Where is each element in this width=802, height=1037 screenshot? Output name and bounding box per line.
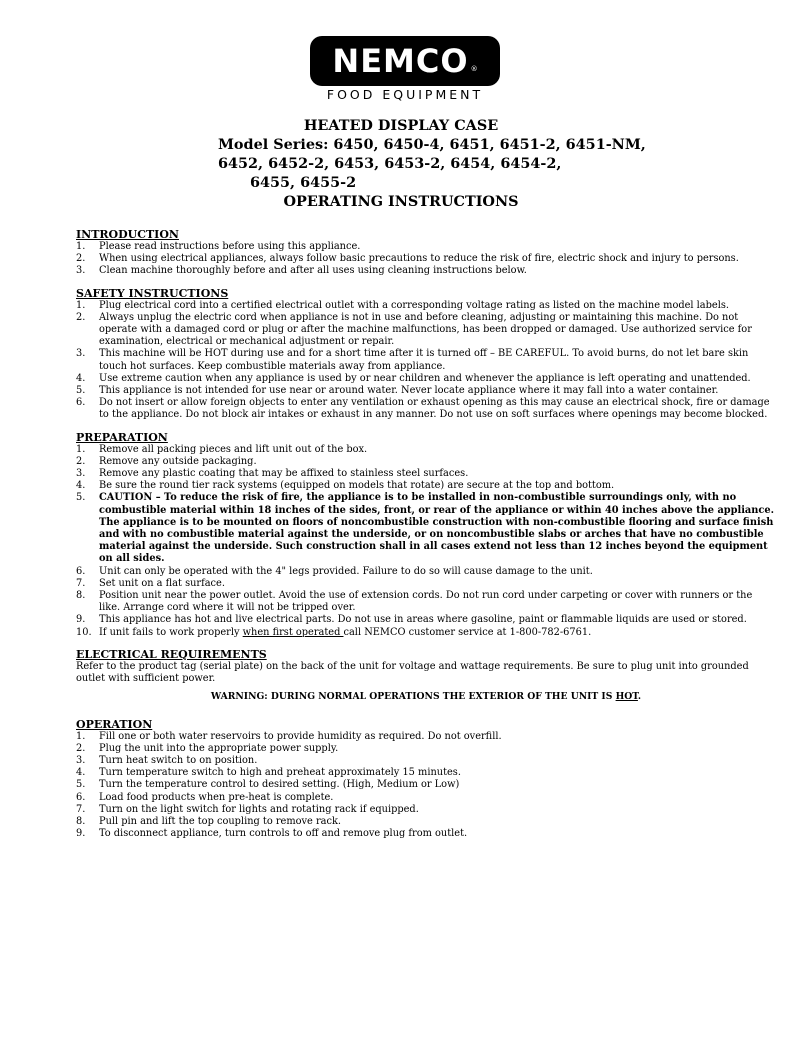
list-item: 8. Position unit near the power outlet. Avoid the use of extension cords. Do not run cord under carpeting or cover with runners or the like. Arrange cord where it will not be tripped over.	[76, 590, 753, 614]
list-item: 2. When using electrical appliances, always follow basic precautions to reduce the risk of fire, electric shock and injury to persons.	[76, 253, 739, 265]
preparation-heading: PREPARATION	[76, 430, 168, 444]
list-item: 8. Pull pin and lift the top coupling to remove rack.	[76, 815, 342, 827]
safety-heading: SAFETY INSTRUCTIONS	[76, 286, 229, 300]
preparation-section	[76, 431, 776, 639]
preparation-list	[76, 444, 776, 639]
list-item: 7. Set unit on a flat surface.	[76, 577, 225, 589]
operation-heading: OPERATION	[76, 717, 153, 731]
operation-section	[76, 718, 776, 841]
electrical-text: Refer to the product tag (serial plate) on the back of the unit for voltage and wattage requirements. Be sure to plug unit into grounded outlet with sufficient power.	[76, 660, 749, 685]
underlined-phrase: when first operated	[242, 626, 344, 638]
nemco-logo	[310, 36, 500, 102]
list-item: 10. If unit fails to work properly when first operated call NEMCO customer service at 1-800-782-6761.	[76, 626, 592, 638]
list-item: 6. Load food products when pre-heat is complete.	[76, 791, 334, 803]
title-line-1: HEATED DISPLAY CASE	[303, 117, 499, 134]
list-item: 4. Be sure the round tier rack systems (equipped on models that rotate) are secure at the top and bottom.	[76, 480, 615, 492]
list-item: 2. Always unplug the electric cord when appliance is not in use and before cleaning, adjusting or maintaining this machine. Do not operate with a damaged cord or plug or after the machine malfunctions, has been dropped or damaged. Use authorized service for examination, electrical or mechanical adjustment or repair.	[76, 311, 752, 348]
logo-registered-mark: ®	[470, 65, 478, 73]
list-item: 5. This appliance is not intended for use near or around water. Never locate appliance where it may fall into a water container.	[76, 385, 719, 397]
title-line-5: OPERATING INSTRUCTIONS	[283, 193, 519, 210]
list-item: 5. Turn the temperature control to desired setting. (High, Medium or Low)	[76, 779, 460, 791]
list-item: 9. This appliance has hot and live electrical parts. Do not use in areas where gasoline, paint or flammable liquids are used or stored.	[76, 614, 747, 626]
list-item: 1. Remove all packing pieces and lift unit out of the box.	[76, 443, 368, 455]
list-item: 7. Turn on the light switch for lights and rotating rack if equipped.	[76, 803, 419, 815]
list-item: 4. Use extreme caution when any appliance is used by or near children and whenever the appliance is left operating and unattended.	[76, 372, 751, 384]
title-line-4: 6455, 6455-2	[250, 174, 357, 191]
list-item: 2. Plug the unit into the appropriate power supply.	[76, 742, 339, 754]
introduction-section	[76, 228, 776, 278]
document-title	[0, 116, 802, 211]
list-item: 6. Unit can only be operated with the 4" legs provided. Failure to do so will cause damage to the unit.	[76, 565, 593, 577]
introduction-heading: INTRODUCTION	[76, 228, 179, 241]
title-line-3: 6452, 6452-2, 6453, 6453-2, 6454, 6454-2,	[218, 155, 562, 172]
safety-list	[76, 300, 776, 422]
electrical-heading: ELECTRICAL REQUIREMENTS	[76, 647, 267, 661]
list-item: 3. Turn heat switch to on position.	[76, 754, 258, 766]
logo-badge	[310, 36, 500, 86]
document-body	[76, 228, 776, 849]
list-item: 1. Plug electrical cord into a certified electrical outlet with a corresponding voltage rating as listed on the machine model labels.	[76, 299, 729, 311]
list-item: 9. To disconnect appliance, turn controls to off and remove plug from outlet.	[76, 828, 468, 840]
list-item: 6. Do not insert or allow foreign objects to enter any ventilation or exhaust opening as this may cause an electrical shock, fire or damage to the appliance. Do not block air intakes or exhaust in any manner. Do not use on soft surfaces where openings may become blocked.	[76, 397, 770, 421]
introduction-list	[76, 241, 776, 278]
list-item: 3. This machine will be HOT during use and for a short time after it is turned off – BE CAREFUL. To avoid burns, do not let bare skin touch hot surfaces. Keep combustible materials away from appliance.	[76, 348, 749, 372]
list-item: 3. Clean machine thoroughly before and after all uses using cleaning instructions below.	[76, 265, 527, 277]
operation-list	[76, 731, 776, 841]
safety-section	[76, 287, 776, 422]
list-item: 2. Remove any outside packaging.	[76, 455, 257, 467]
list-item: 4. Turn temperature switch to high and preheat approximately 15 minutes.	[76, 767, 461, 779]
logo-subtitle: FOOD EQUIPMENT	[326, 87, 484, 102]
caution-item: 5. CAUTION – To reduce the risk of fire, the appliance is to be installed in non-combustible surroundings only, with no combustible material within 18 inches of the sides, front, or rear of the appliance or within 40 inches above the appliance. The appliance is to be mounted on floors of noncombustible construction with non-combustible flooring and surface finish and with no combustible material against the underside, or on noncombustible slabs or arches that have no combustible material against the underside. Such construction shall in all cases extend not less than 12 inches beyond the equipment on all sides.	[76, 492, 775, 565]
hot-warning: WARNING: DURING NORMAL OPERATIONS THE EXTERIOR OF THE UNIT IS HOT.	[210, 691, 642, 703]
electrical-section	[76, 648, 776, 685]
list-item: 3. Remove any plastic coating that may be affixed to stainless steel surfaces.	[76, 468, 469, 480]
logo-brand: NEMCO	[332, 42, 469, 80]
list-item: 1. Please read instructions before using this appliance.	[76, 241, 361, 252]
list-item: 1. Fill one or both water reservoirs to provide humidity as required. Do not overfill.	[76, 730, 502, 742]
title-line-2: Model Series: 6450, 6450-4, 6451, 6451-2, 6451-NM,	[218, 136, 646, 153]
